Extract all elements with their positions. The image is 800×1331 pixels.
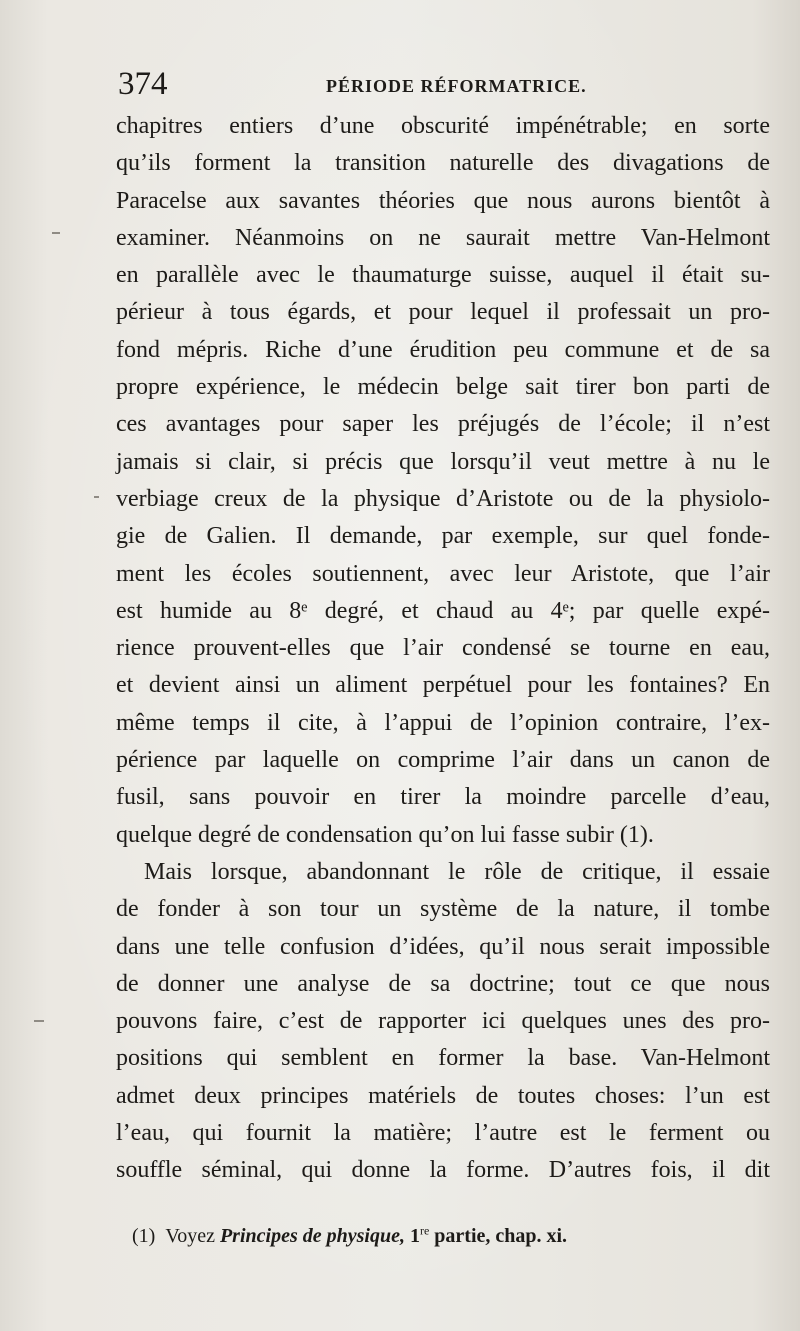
margin-speck xyxy=(94,496,99,498)
text-line: examiner. Néanmoins on ne saurait mettre Van-Helmont xyxy=(116,224,770,251)
footnote xyxy=(132,1222,732,1250)
text-line: est humide au 8ᵉ degré, et chaud au 4ᵉ; par quelle expé- xyxy=(116,597,770,624)
margin-speck xyxy=(34,1020,44,1022)
running-head: PÉRIODE RÉFORMATRICE. xyxy=(326,76,587,96)
text-line: de fonder à son tour un système de la nature, il tombe xyxy=(116,896,770,923)
text-line: propre expérience, le médecin belge sait tirer bon parti de xyxy=(116,374,770,401)
text-line: rience prouvent-elles que l’air condensé se tourne en eau, xyxy=(116,635,770,662)
text-line: chapitres entiers d’une obscurité impénétrable; en sorte xyxy=(116,113,770,139)
footnote-reference: partie, chap. xi. xyxy=(434,1225,568,1247)
footnote-book-title: Principes de physique, xyxy=(219,1225,405,1247)
text-line: positions qui semblent en former la base. Van-Helmont xyxy=(116,1045,770,1072)
footnote-lead: Voyez xyxy=(165,1225,215,1247)
text-line: de donner une analyse de sa doctrine; tout ce que nous xyxy=(116,970,770,997)
paragraph-start-line: Mais lorsque, abandonnant le rôle de critique, il essaie xyxy=(144,858,770,885)
text-line: en parallèle avec le thaumaturge suisse, auquel il était su- xyxy=(116,262,770,289)
page-header xyxy=(118,64,758,108)
text-line: même temps il cite, à l’appui de l’opinion contraire, l’ex- xyxy=(116,709,770,736)
text-line: pouvons faire, c’est de rapporter ici quelques unes des pro- xyxy=(116,1008,770,1035)
text-line: gie de Galien. Il demande, par exemple, sur quel fonde- xyxy=(116,523,770,550)
footnote-part-number: 1 xyxy=(409,1225,420,1247)
text-line: Paracelse aux savantes théories que nous aurons bientôt à xyxy=(116,187,770,214)
page-number: 374 xyxy=(118,66,168,102)
text-line: ment les écoles soutiennent, avec leur Aristote, que l’air xyxy=(116,560,770,587)
text-line: verbiage creux de la physique d’Aristote ou de la physiolo- xyxy=(116,485,770,512)
footnote-separator xyxy=(118,1185,368,1186)
text-line: jamais si clair, si précis que lorsqu’il veut mettre à nu le xyxy=(116,448,770,475)
footnote-marker: (1) xyxy=(132,1225,156,1247)
margin-speck xyxy=(52,232,60,234)
text-line: fond mépris. Riche d’une érudition peu commune et de sa xyxy=(116,336,770,363)
text-line: dans une telle confusion d’idées, qu’il nous serait impossible xyxy=(116,933,770,960)
text-line: admet deux principes matériels de toutes choses: l’un est xyxy=(116,1082,770,1109)
body-text xyxy=(116,108,770,1190)
text-line: l’eau, qui fournit la matière; l’autre est le ferment ou xyxy=(116,1120,770,1147)
text-line: et devient ainsi un aliment perpétuel pour les fontaines? En xyxy=(116,672,770,699)
footnote-part-suffix: re xyxy=(419,1223,430,1238)
paragraph-end-line: quelque degré de condensation qu’on lui fasse subir (1). xyxy=(116,821,654,848)
text-line: fusil, sans pouvoir en tirer la moindre parcelle d’eau, xyxy=(116,784,770,811)
text-line: qu’ils forment la transition naturelle des divagations de xyxy=(116,150,770,177)
text-line: ces avantages pour saper les préjugés de l’école; il n’est xyxy=(116,411,770,438)
text-line: souffle séminal, qui donne la forme. D’autres fois, il dit xyxy=(116,1157,770,1184)
text-line: périeur à tous égards, et pour lequel il professait un pro- xyxy=(116,299,770,326)
text-line: périence par laquelle on comprime l’air dans un canon de xyxy=(116,747,770,774)
